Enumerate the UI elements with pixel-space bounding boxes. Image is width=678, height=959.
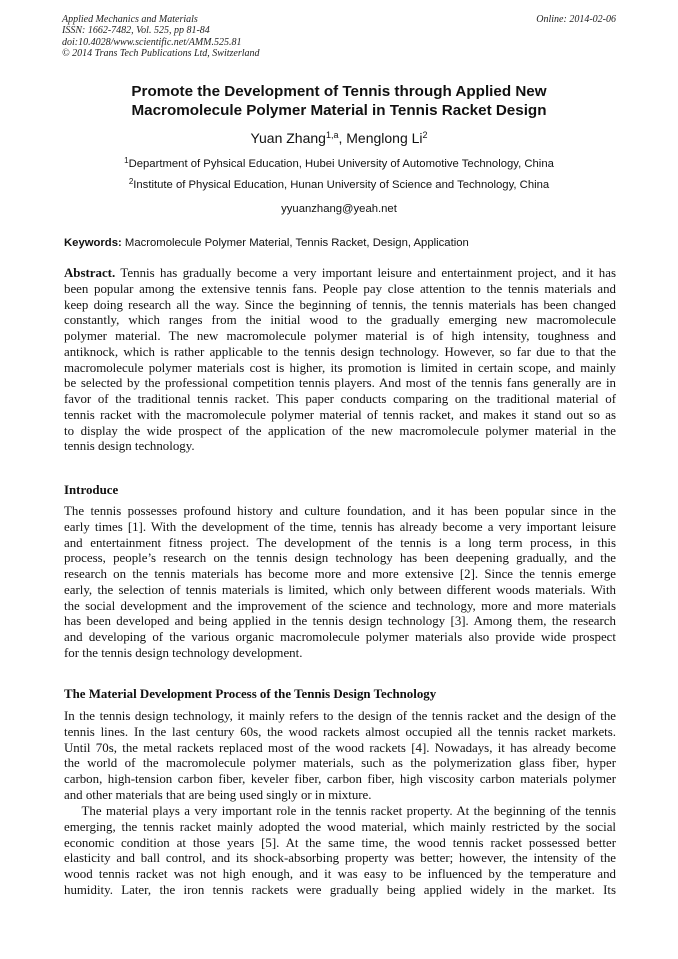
text-line-content: research on the tennis materials has become more and more extensive [2]. Since the tennis emerge xyxy=(64,567,616,581)
affiliation-2 xyxy=(0,178,678,192)
text-line xyxy=(64,282,616,298)
keywords xyxy=(64,236,616,250)
text-line xyxy=(64,392,616,408)
text-line xyxy=(64,820,616,836)
text-line xyxy=(64,408,616,424)
journal-name: Applied Mechanics and Materials xyxy=(62,14,198,25)
text-line xyxy=(64,788,616,804)
text-line-content: Until 70s, the metal rackets replaced most of the wood rackets [4]. Nowadays, it has already become xyxy=(64,740,616,755)
affiliation-2-text: Institute of Physical Education, Hunan University of Science and Technology, China xyxy=(133,179,550,191)
affiliation-1-text: Department of Pyhsical Education, Hubei University of Automotive Technology, China xyxy=(128,158,554,170)
text-line xyxy=(64,424,616,440)
section-heading-material-development: The Material Development Process of the Tennis Design Technology xyxy=(64,687,437,701)
text-line xyxy=(64,709,616,725)
author-1: Yuan Zhang xyxy=(250,130,326,146)
keywords-label: Keywords: xyxy=(64,237,122,249)
text-line-content: economic condition at those years [5]. At the same time, the wood tennis racket possessed better xyxy=(64,835,616,850)
text-line xyxy=(64,266,616,282)
text-line xyxy=(64,361,616,377)
author-2: Menglong Li xyxy=(346,130,423,146)
affiliation-1 xyxy=(0,157,678,171)
text-line xyxy=(64,836,616,852)
text-line xyxy=(64,646,616,662)
text-line xyxy=(64,756,616,772)
text-line-content: antiknock, which is rather applicable to the tennis design technology. However, so far due to that the xyxy=(64,344,616,359)
doi-line: doi:10.4028/www.scientific.net/AMM.525.81 xyxy=(62,36,242,48)
text-line-content: early times [1]. With the development of the time, tennis has already become a very important leisure xyxy=(64,519,616,534)
text-line-content: and entertainment fitness project. The development of the tennis is a long term process, in this xyxy=(64,535,616,550)
text-line xyxy=(64,804,616,820)
online-date: Online: 2014-02-06 xyxy=(536,14,616,25)
author-separator: , xyxy=(338,130,347,146)
author-list xyxy=(0,129,678,147)
abstract-label: Abstract. xyxy=(64,266,116,280)
introduce-paragraph xyxy=(64,504,616,662)
text-line-content: emerging, the tennis racket mainly adopted the wood material, which mainly restricted by the social xyxy=(64,819,616,834)
copyright-line: © 2014 Trans Tech Publications Ltd, Switzerland xyxy=(62,48,260,60)
text-line xyxy=(64,725,616,741)
text-line xyxy=(64,599,616,615)
text-line xyxy=(64,329,616,345)
text-line-content: process, people’s research on the tennis design technology has been deepening gradually, and the xyxy=(64,551,616,566)
text-line-content: the social development and the improvement of the science and technology, more and more materials xyxy=(64,598,616,613)
affiliation-2-mark: 2 xyxy=(128,177,134,186)
text-line-content: favor of the traditional tennis racket. This paper conducts comparing on the traditional material of xyxy=(64,392,616,406)
text-line-content: elasticity and ball control, and its shock-absorbing property was better; however, the intensity of the xyxy=(64,851,616,866)
text-line-content: be selected by the professional competition tennis players. And most of the tennis fans generally are in xyxy=(64,376,616,391)
text-line xyxy=(64,376,616,392)
material-paragraph-1 xyxy=(64,709,616,804)
text-line-content: wood tennis racket was not high enough, and it was easy to be influenced by the temperature and xyxy=(64,867,616,881)
text-line-content: early, the selection of tennis materials is limited, which only between different woods materials. With xyxy=(64,582,616,597)
text-line xyxy=(64,313,616,329)
text-line xyxy=(64,567,616,583)
text-line-content: tennis racket with the macromolecule polymer material of tennis racket, and makes it stand out so as xyxy=(64,407,616,422)
text-line-content: to display the wide prospect of the application of the new macromolecule polymer material in the xyxy=(64,423,616,438)
author-2-affiliation-mark: 2 xyxy=(422,130,428,140)
paper-title xyxy=(40,83,638,120)
text-line-content: In the tennis design technology, it mainly refers to the design of the tennis racket and the design of the xyxy=(64,709,616,723)
title-line-1: Promote the Development of Tennis through Applied New xyxy=(131,83,547,100)
text-line-content: tennis lines. In the last century 60s, the wood rackets almost occupied all the tennis racket markets. xyxy=(64,724,616,739)
text-line xyxy=(64,439,616,455)
text-line-content: macromolecule polymer materials cost is higher, its promotion is limited in certain scope, and mainly xyxy=(64,360,616,375)
text-line xyxy=(64,520,616,536)
author-1-affiliation-mark: 1,a xyxy=(325,130,339,140)
abstract xyxy=(64,266,616,455)
text-line-content: carbon, high-tension carbon fiber, keveler fiber, carbon fiber, high viscosity carbon materials polymer xyxy=(64,772,616,786)
text-line-content: has been developed and being applied in the tennis design technology [3]. Among them, the research xyxy=(64,614,616,629)
text-line xyxy=(64,298,616,314)
text-line xyxy=(64,583,616,599)
text-line-content: Tennis has gradually become a very important leisure and entertainment project, and it has xyxy=(115,266,616,280)
text-line xyxy=(64,851,616,867)
text-line xyxy=(64,867,616,883)
title-line-2: Macromolecule Polymer Material in Tennis Racket Design xyxy=(131,101,547,119)
text-line xyxy=(64,536,616,552)
affiliation-1-mark: 1 xyxy=(124,156,129,165)
text-line xyxy=(64,883,616,899)
text-line-content: been popular among the extensive tennis fans. People pay close attention to the tennis materials and xyxy=(64,281,616,296)
text-line xyxy=(64,614,616,630)
issn-line: ISSN: 1662-7482, Vol. 525, pp 81-84 xyxy=(62,25,210,37)
text-line-content: for the tennis design technology development. xyxy=(64,645,303,660)
text-line-content: The material plays a very important role in the tennis racket property. At the beginning of the tennis xyxy=(64,804,616,818)
text-line xyxy=(64,345,616,361)
journal-header xyxy=(62,14,260,60)
author-email: yyuanzhang@yeah.net xyxy=(281,203,397,215)
text-line xyxy=(64,772,616,788)
material-paragraph-2 xyxy=(64,804,616,899)
text-line-content: polymer material. The new macromolecule polymer material is of high intensity, toughness and xyxy=(64,329,616,343)
keywords-text: Macromolecule Polymer Material, Tennis Racket, Design, Application xyxy=(124,237,469,249)
text-line xyxy=(64,504,616,520)
text-line-content: and other materials that are being used singly or in mixture. xyxy=(64,787,372,802)
text-line-content: The tennis possesses profound history and culture foundation, and it has been popular since in the xyxy=(64,504,616,518)
section-heading-introduce: Introduce xyxy=(64,483,119,497)
text-line-content: humidity. Later, the iron tennis rackets were gradually being applied widely in the market. Its xyxy=(64,882,616,897)
text-line xyxy=(64,630,616,646)
text-line-content: keep doing research all the way. Since the beginning of tennis, the tennis materials has been changed xyxy=(64,297,616,312)
text-line-content: and developing of the various organic macromolecule polymer materials also provide wide prospect xyxy=(64,630,616,644)
text-line xyxy=(64,551,616,567)
text-line-content: the world of the macromolecule polymer materials, such as the polymerization glass fiber, hyper xyxy=(64,756,616,771)
text-line-content: constantly, which ranges from the initial wood to the gradually emerging new macromolecule xyxy=(64,313,616,328)
text-line xyxy=(64,741,616,757)
text-line-content: tennis design technology. xyxy=(64,439,195,454)
